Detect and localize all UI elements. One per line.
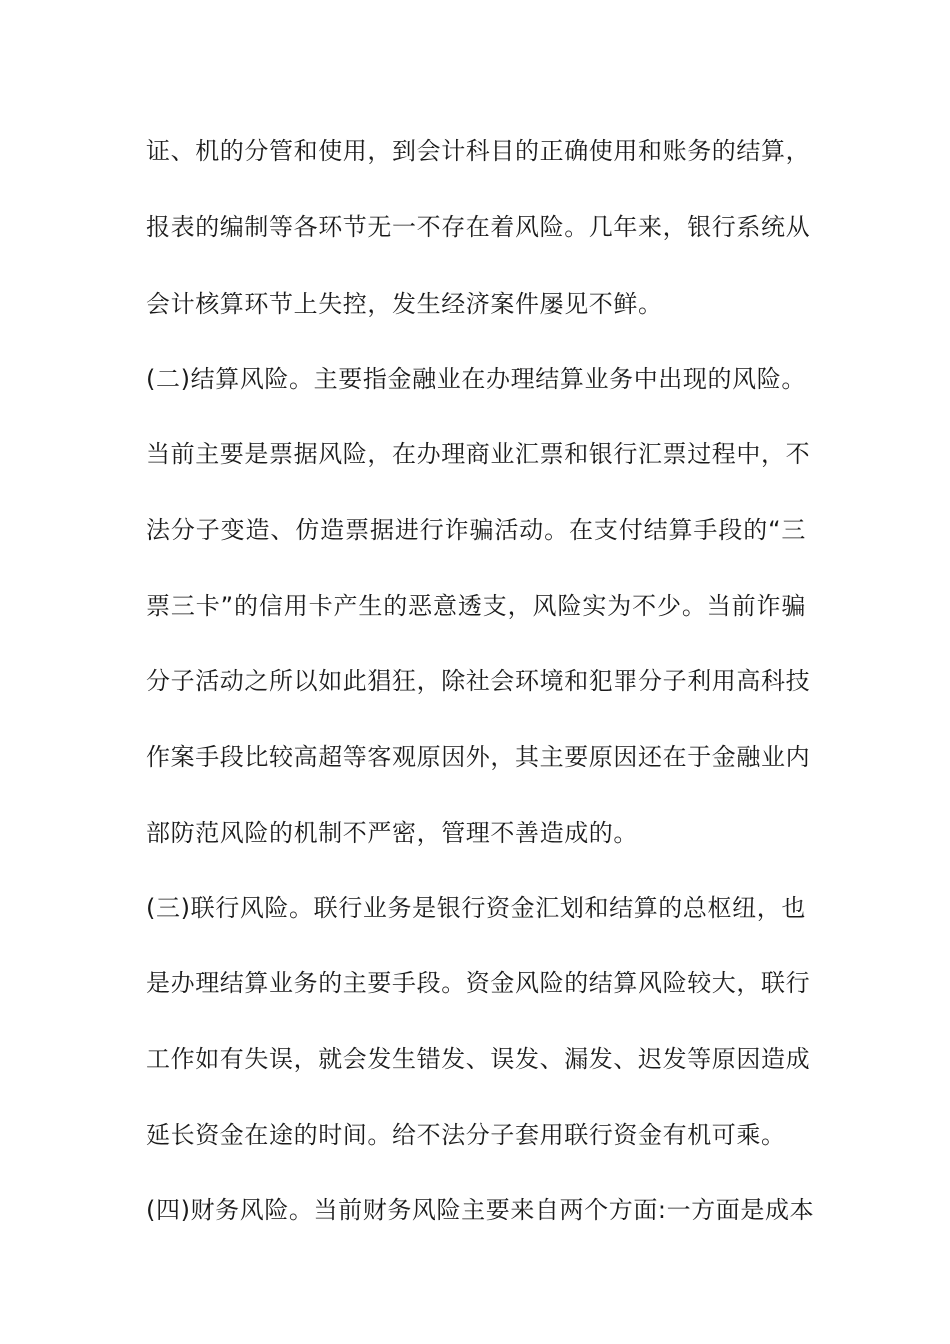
text-line-5: 当前主要是票据风险，在办理商业汇票和银行汇票过程中，不 bbox=[146, 440, 811, 468]
text-line-11: (三)联行风险。联行业务是银行资金汇划和结算的总枢纽，也 bbox=[146, 894, 806, 922]
text-line-2: 报表的编制等各环节无一不存在着风险。几年来，银行系统从 bbox=[146, 213, 811, 241]
text-line-13: 工作如有失误，就会发生错发、误发、漏发、迟发等原因造成 bbox=[146, 1045, 811, 1073]
text-line-14: 延长资金在途的时间。给不法分子套用联行资金有机可乘。 bbox=[146, 1121, 786, 1149]
text-line-3: 会计核算环节上失控，发生经济案件屡见不鲜。 bbox=[146, 290, 663, 318]
text-line-15: (四)财务风险。当前财务风险主要来自两个方面:一方面是成本 bbox=[146, 1196, 815, 1224]
text-line-10: 部防范风险的机制不严密，管理不善造成的。 bbox=[146, 819, 638, 847]
text-line-6: 法分子变造、仿造票据进行诈骗活动。在支付结算手段的“三 bbox=[146, 516, 806, 544]
text-line-4: (二)结算风险。主要指金融业在办理结算业务中出现的风险。 bbox=[146, 365, 806, 393]
text-line-1: 证、机的分管和使用，到会计科目的正确使用和账务的结算， bbox=[146, 137, 811, 165]
text-line-7: 票三卡”的信用卡产生的恶意透支，风险实为不少。当前诈骗 bbox=[146, 592, 806, 620]
text-line-12: 是办理结算业务的主要手段。资金风险的结算风险较大，联行 bbox=[146, 969, 811, 997]
text-line-8: 分子活动之所以如此猖狂，除社会环境和犯罪分子利用高科技 bbox=[146, 667, 811, 695]
text-line-9: 作案手段比较高超等客观原因外，其主要原因还在于金融业内 bbox=[146, 743, 811, 771]
